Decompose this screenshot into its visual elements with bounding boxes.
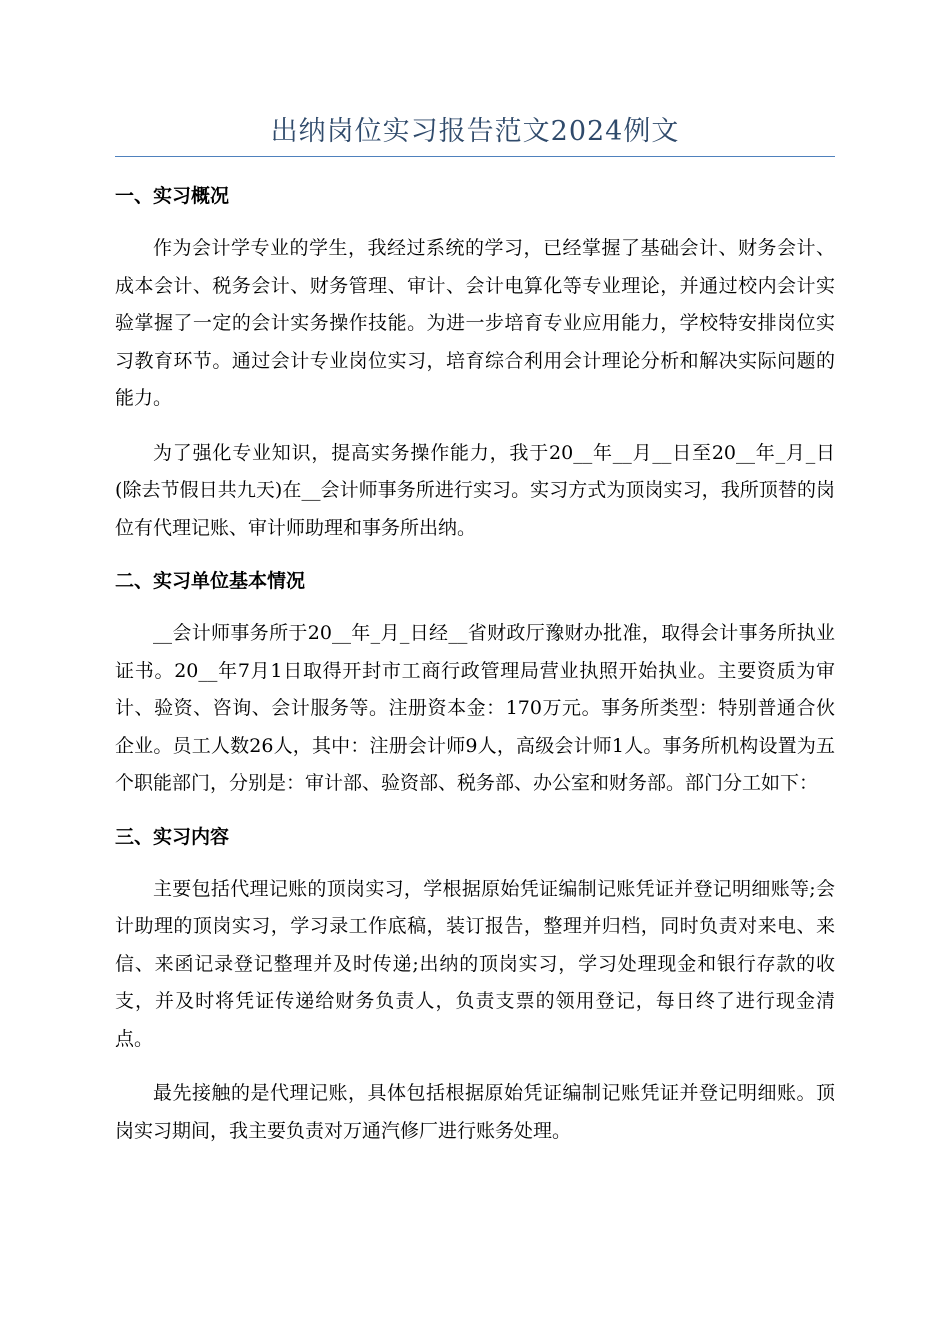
document-title: 出纳岗位实习报告范文2024例文 — [115, 112, 835, 157]
section-heading-content: 三、实习内容 — [115, 825, 230, 848]
section-heading-unit-info: 二、实习单位基本情况 — [115, 570, 306, 592]
document-page — [115, 112, 835, 1150]
paragraph: 最先接触的是代理记账，具体包括根据原始凭证编制记账凭证并登记明细账。顶岗实习期间，我主要负责对万通汽修厂进行账务处理。 — [115, 1082, 835, 1142]
paragraph: 主要包括代理记账的顶岗实习，学根据原始凭证编制记账凭证并登记明细账等;会计助理的顶岗实习，学习录工作底稿，装订报告，整理并归档，同时负责对来电、来信、来函记录登记整理并及时传递;出纳的顶岗实习，学习处理现金和银行存款的收支，并及时将凭证传递给财务负责人，负责支票的领用登记，每日终了进行现金清点。 — [115, 877, 835, 1050]
section-heading-overview: 一、实习概况 — [115, 185, 230, 207]
paragraph: __会计师事务所于20__年_月_日经__省财政厅豫财办批准，取得会计事务所执业证书。20__年7月1日取得开封市工商行政管理局营业执照开始执业。主要资质为审计、验资、咨询、会计服务等。注册资本金：170万元。事务所类型：特别普通合伙企业。员工人数26人，其中：注册会计师9人，高级会计师1人。事务所机构设置为五个职能部门，分别是：审计部、验资部、税务部、办公室和财务部。部门分工如下： — [115, 622, 835, 794]
paragraph: 为了强化专业知识，提高实务操作能力，我于20__年__月__日至20__年_月_日(除去节假日共九天)在__会计师事务所进行实习。实习方式为顶岗实习，我所顶替的岗位有代理记账、审计师助理和事务所出纳。 — [115, 441, 835, 539]
paragraph: 作为会计学专业的学生，我经过系统的学习，已经掌握了基础会计、财务会计、成本会计、税务会计、财务管理、审计、会计电算化等专业理论，并通过校内会计实验掌握了一定的会计实务操作技能。为进一步培育专业应用能力，学校特安排岗位实习教育环节。通过会计专业岗位实习，培育综合利用会计理论分析和解决实际问题的能力。 — [115, 237, 835, 409]
